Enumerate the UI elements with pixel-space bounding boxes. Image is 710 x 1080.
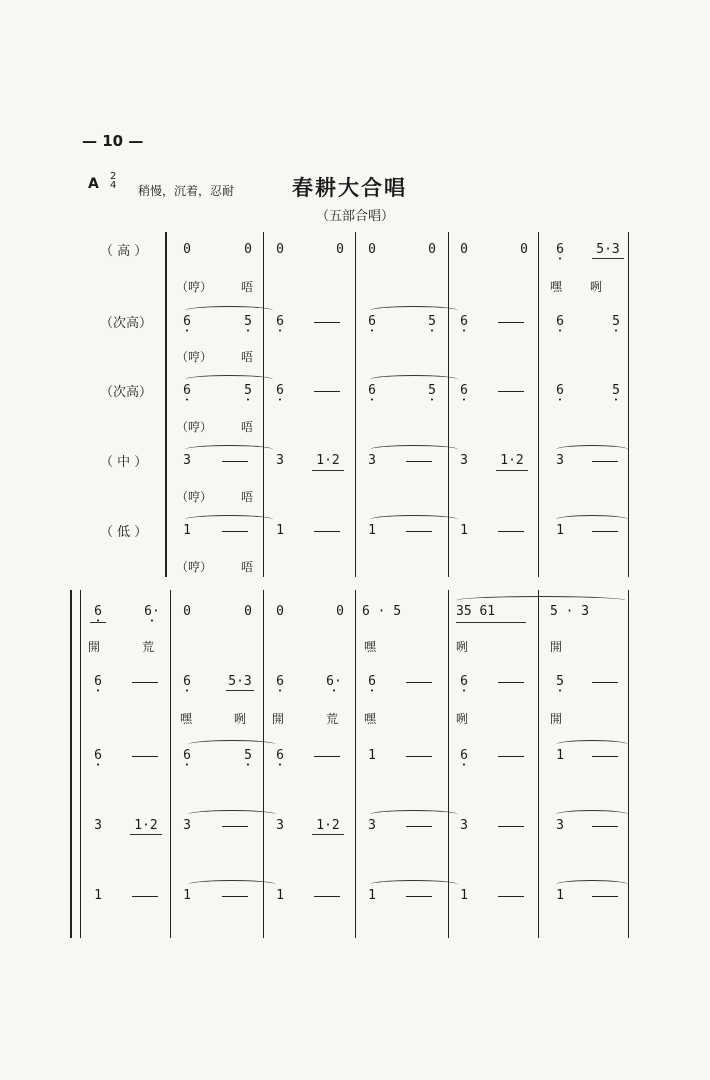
note: 0 [336,242,344,257]
note: 0 [276,242,284,257]
dash [498,391,524,392]
note: 5 • [420,314,444,329]
lyric: （哼） [176,560,213,574]
page-subtitle: （五部合唱） [316,209,395,224]
dash [406,826,432,827]
system2-barline-3 [355,590,356,938]
note: 6 • [268,383,292,398]
system2-barline-6 [628,590,629,938]
dash [314,756,340,757]
note: 1 [368,748,376,763]
dash [406,756,432,757]
note: 6 • [175,383,199,398]
dash [406,531,432,532]
dash [406,896,432,897]
note: 6 • [268,674,292,689]
note: 5 • [236,748,260,763]
note: 3 [460,453,468,468]
note: 6· • [322,674,346,689]
dash [222,826,248,827]
system1-barline-5 [628,232,629,577]
note: 3 [276,453,284,468]
note: 6 • [175,748,199,763]
underline [312,834,344,835]
dash [132,756,158,757]
lyric: 咧 [456,712,469,726]
dash [132,896,158,897]
dash [314,391,340,392]
note: 1·2 [316,818,340,833]
dash [314,531,340,532]
page-title: 春耕大合唱 [292,176,407,200]
note: 1 [368,523,376,538]
note: 0 [183,604,191,619]
note: 5 • [604,383,628,398]
lyric: 唔 [241,560,254,574]
note: 35 61 [456,604,496,619]
dash [592,531,618,532]
note: 6 • [548,383,572,398]
note: 5 · 3 [550,604,590,619]
dash [222,461,248,462]
dash [132,682,158,683]
note: 5 • [604,314,628,329]
lyric: （哼） [176,350,213,364]
voice-label-mezzo-1: （次高） [100,316,153,331]
lyric: 開 [88,640,101,654]
dash [498,756,524,757]
section-mark: A [88,176,99,192]
note: 1 [460,888,468,903]
lyric: 開 [550,640,563,654]
underline [312,470,344,471]
tempo-marking: 稍慢，沉着，忍耐 [138,184,235,198]
note: 3 [556,818,564,833]
note: 6 • [548,242,572,257]
note: 1 [556,888,564,903]
dash [406,682,432,683]
note: 0 [460,242,468,257]
note: 6 • [86,674,110,689]
note: 5·3 [596,242,620,257]
note: 5 • [236,383,260,398]
note: 1 [94,888,102,903]
note: 6 • [268,748,292,763]
dash [314,322,340,323]
note: 3 [94,818,102,833]
note: 6 • [452,748,476,763]
system1-barline-1 [263,232,264,577]
note: 6 • [86,604,110,619]
system1-bracket [165,232,167,577]
note: 6 • [360,383,384,398]
lyric: 唔 [241,490,254,504]
note: 1·2 [134,818,158,833]
note: 1·2 [316,453,340,468]
voice-label-mezzo-2: （次高） [100,385,153,400]
note: 3 [183,818,191,833]
lyric: 唔 [241,280,254,294]
underline [130,834,162,835]
dash [222,531,248,532]
note: 1 [556,523,564,538]
lyric: 荒 [142,640,155,654]
dash [406,461,432,462]
system2-barline-1 [170,590,171,938]
note: 3 [368,453,376,468]
underline [456,622,526,623]
note: 0 [183,242,191,257]
dash [498,322,524,323]
note: 6 • [360,674,384,689]
note: 6 • [175,314,199,329]
dash [498,682,524,683]
system2-barline-5 [538,590,539,938]
system2-start-barline [80,590,81,938]
lyric: 咧 [456,640,469,654]
voice-label-alto: （ 中 ） [100,455,148,470]
lyric: （哼） [176,490,213,504]
dash [498,896,524,897]
note: 5 • [548,674,572,689]
note: 1 [556,748,564,763]
time-sig-numerator: 2 [110,171,117,182]
note: 0 [276,604,284,619]
note: 6 • [268,314,292,329]
lyric: 嘿 [180,712,193,726]
lyric: 開 [272,712,285,726]
note: 6 • [548,314,572,329]
lyric: （哼） [176,280,213,294]
note: 1 [368,888,376,903]
note: 6 • [452,314,476,329]
lyric: 咧 [590,280,603,294]
note: 3 [368,818,376,833]
lyric: 荒 [326,712,339,726]
note: 6 • [86,748,110,763]
note: 5 • [420,383,444,398]
lyric: 嘿 [364,640,377,654]
underline [226,690,254,691]
dash [592,461,618,462]
slur [188,740,276,749]
note: 0 [244,604,252,619]
note: 3 [556,453,564,468]
dash [498,531,524,532]
dash [314,896,340,897]
note: 1 [276,888,284,903]
underline [496,470,528,471]
note: 6 • [452,674,476,689]
note: 1·2 [500,453,524,468]
slur [456,596,626,605]
note: 0 [520,242,528,257]
lyric: 嘿 [550,280,563,294]
note: 1 [460,523,468,538]
dash [592,756,618,757]
note: 6 • [452,383,476,398]
note: 6 · 5 [362,604,402,619]
note: 3 [276,818,284,833]
system1-barline-3 [448,232,449,577]
underline [90,622,106,623]
note: 6 • [175,674,199,689]
note: 6 • [360,314,384,329]
time-signature [110,172,116,190]
slur [188,810,276,819]
system1-barline-2 [355,232,356,577]
dash [592,896,618,897]
dash [222,896,248,897]
note: 0 [244,242,252,257]
note: 1 [276,523,284,538]
note: 6· • [140,604,164,619]
system1-barline-4 [538,232,539,577]
time-sig-denominator: 4 [110,180,117,191]
note: 5·3 [228,674,252,689]
lyric: 咧 [234,712,247,726]
note: 3 [183,453,191,468]
lyric: （哼） [176,420,213,434]
lyric: 唔 [241,350,254,364]
note: 1 [183,523,191,538]
lyric: 唔 [241,420,254,434]
voice-label-soprano: （ 高 ） [100,244,148,259]
page-number: — 10 — [82,132,144,150]
dash [592,826,618,827]
note: 3 [460,818,468,833]
note: 0 [336,604,344,619]
system2-bracket [70,590,72,938]
dash [592,682,618,683]
lyric: 開 [550,712,563,726]
note: 1 [183,888,191,903]
slur [188,880,276,889]
note: 0 [428,242,436,257]
voice-label-bass: （ 低 ） [100,525,148,540]
note: 5 • [236,314,260,329]
lyric: 嘿 [364,712,377,726]
note: 0 [368,242,376,257]
dash [498,826,524,827]
underline [592,258,624,259]
